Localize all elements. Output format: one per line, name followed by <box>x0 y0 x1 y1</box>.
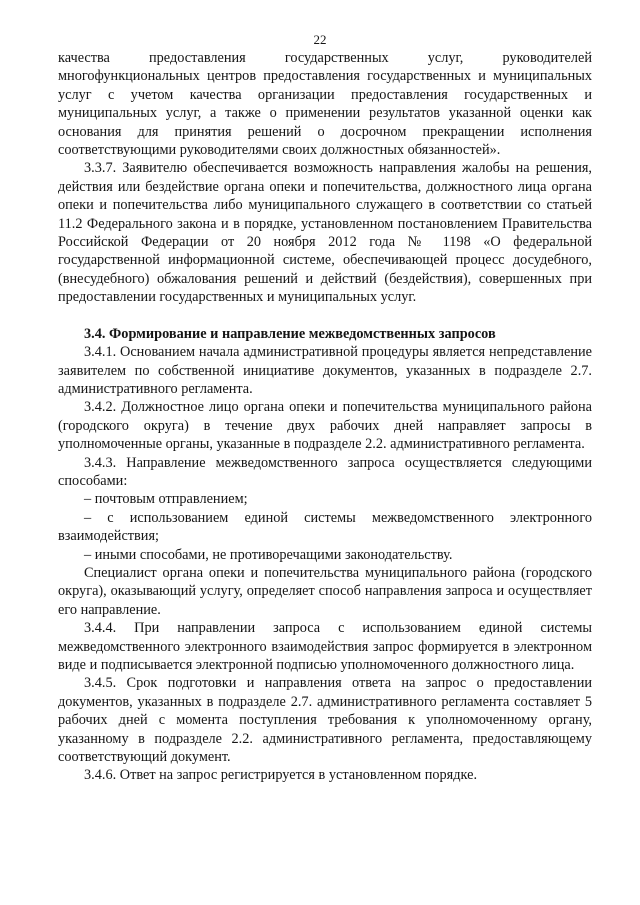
paragraph-3-4-1: 3.4.1. Основанием начала административной процедуры является непредставление заявителем по собственной инициативе документов, указанных в подразделе 2.7. административного регламента. <box>58 344 592 397</box>
list-item-electronic: – с использованием единой системы межведомственного электронного взаимодействия; <box>58 509 592 545</box>
paragraph-3-3-7: 3.3.7. Заявителю обеспечивается возможность направления жалобы на решения, действия или бездействие органа опеки и попечительства, должностного лица органа опеки и попечительства либо муниципального служащего в соответствии со статьей 11.2 Федерального закона и в порядке, установленном постановлением Правительства Российской Федерации от 20 ноября 2012 года № 1198 «О федеральной государственной информационной системе, обеспечивающей процесс досудебного, (внесудебного) обжалования решений и действий (бездействия), совершенных при предоставлении государственных и муниципальных услуг. <box>58 160 592 306</box>
paragraph-3-4-4: 3.4.4. При направлении запроса с использованием единой системы межведомственного электронного взаимодействия запрос формируется в электронном виде и подписывается электронной подписью уполномоченного должностного лица. <box>58 620 592 673</box>
section-heading: 3.4. Формирование и направление межведомственных запросов <box>84 325 496 342</box>
list-item-other: – иными способами, не противоречащими законодательству. <box>84 546 453 563</box>
paragraph-specialist: Специалист органа опеки и попечительства муниципального района (городского округа), оказывающий услугу, определяет способ направления запроса и осуществляет его направление. <box>58 564 592 618</box>
paragraph-3-4-6: 3.4.6. Ответ на запрос регистрируется в установленном порядке. <box>84 767 478 784</box>
paragraph-3-4-2: 3.4.2. Должностное лицо органа опеки и попечительства муниципального района (городского округа) в течение двух рабочих дней направляет запросы в уполномоченные органы, указанные в подразделе 2.2. административного регламента. <box>58 399 592 453</box>
paragraph-3-4-5: 3.4.5. Срок подготовки и направления ответа на запрос о предоставлении документов, указанных в подразделе 2.7. административного регламента составляет 5 рабочих дней с момента поступления требования к уполномоченному органу, указанному в подразделе 2.2. административного регламента, предоставляющему соответствующий документ. <box>58 675 592 766</box>
page-number: 22 <box>313 32 327 47</box>
paragraph-3-4-3: 3.4.3. Направление межведомственного запроса осуществляется следующими способами: <box>58 454 592 489</box>
list-item-postal: – почтовым отправлением; <box>84 491 248 508</box>
document-body <box>58 49 592 785</box>
paragraph-continuation: качества предоставления государственных услуг, руководителей многофункциональных центров предоставления государственных и муниципальных услуг с учетом качества организации предоставления государственных и муниципальных услуг, а также о применении результатов указанной оценки как основания для принятия решений о досрочном прекращении исполнения соответствующими руководителями своих должностных обязанностей». <box>58 50 592 159</box>
